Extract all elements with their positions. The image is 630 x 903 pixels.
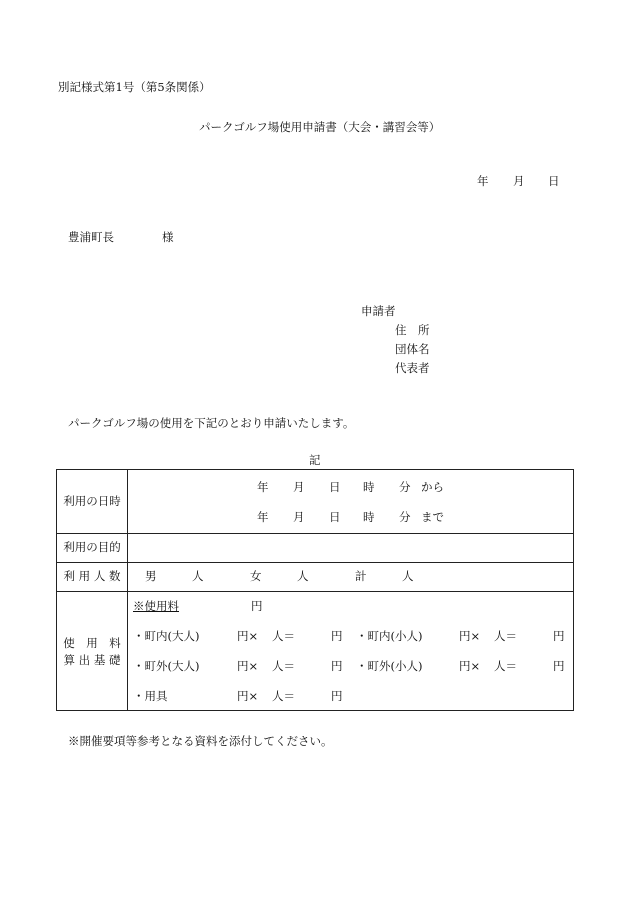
fee-total-line [133, 601, 261, 613]
male-unit: 人 [192, 569, 204, 583]
fee-row-left-yen-times: 円× [237, 629, 259, 643]
male-label: 男 [145, 569, 157, 583]
fee-row-left-yen-times: 円× [237, 659, 259, 673]
fee-row-left-yen-times: 円× [237, 689, 259, 703]
ki-heading: 記 [309, 453, 321, 467]
fee-basis-label-line1: 使 用 料 [63, 635, 121, 650]
start-suffix: から [421, 480, 444, 494]
fee-row-left-yen: 円 [331, 689, 343, 703]
start-hour: 時 [363, 480, 375, 494]
addressee-honorific: 様 [162, 230, 174, 244]
fee-row-left-people-eq: 人＝ [272, 629, 295, 643]
attachment-note: ※開催要項等参考となる資料を添付してください。 [68, 734, 333, 748]
table-row-divider [57, 562, 573, 563]
fee-basis-label-line2: 算 出 基 礎 [63, 652, 121, 667]
fee-row-right-yen-times: 円× [459, 659, 481, 673]
fee-row-right-people-eq: 人＝ [494, 659, 517, 673]
fee-row-right-label: ・町内(小人) [356, 629, 423, 643]
end-suffix: まで [421, 510, 444, 524]
date-month-label: 月 [513, 174, 525, 188]
applicant-organization-label: 団体名 [395, 342, 430, 356]
fee-row-right-people-eq: 人＝ [494, 629, 517, 643]
total-label: 計 [355, 569, 367, 583]
fee-row-left-people-eq: 人＝ [272, 659, 295, 673]
date-year-label: 年 [477, 174, 489, 188]
fee-row-right-yen: 円 [553, 659, 565, 673]
fee-basis-label [57, 591, 127, 712]
end-year: 年 [257, 510, 269, 524]
fee-row-left-label: ・町内(大人) [133, 629, 200, 643]
document-title: パークゴルフ場使用申請書（大会・講習会等） [199, 120, 441, 134]
fee-row-left-people-eq: 人＝ [272, 689, 295, 703]
table-row-divider [57, 591, 573, 592]
form-number: 別記様式第1号（第5条関係） [58, 80, 211, 94]
fee-title: ※使用料 [133, 599, 179, 613]
table-row-divider [57, 533, 573, 534]
addressee-name: 豊浦町長 [68, 230, 114, 244]
total-unit: 人 [402, 569, 414, 583]
people-count-label: 利 用 人 数 [63, 569, 121, 584]
fee-row-left-yen: 円 [331, 659, 343, 673]
start-day: 日 [329, 480, 341, 494]
end-month: 月 [293, 510, 305, 524]
female-label: 女 [250, 569, 262, 583]
application-table [56, 469, 574, 711]
start-minute: 分 [399, 480, 411, 494]
applicant-address-label: 住 所 [395, 323, 430, 337]
start-month: 月 [293, 480, 305, 494]
applicant-representative-label: 代表者 [395, 361, 430, 375]
end-hour: 時 [363, 510, 375, 524]
female-unit: 人 [297, 569, 309, 583]
fee-total-yen: 円 [251, 599, 263, 613]
applicant-heading: 申請者 [361, 304, 396, 318]
datetime-label: 利用の日時 [63, 494, 121, 509]
date-day-label: 日 [548, 174, 560, 188]
end-minute: 分 [399, 510, 411, 524]
fee-row-right-yen: 円 [553, 629, 565, 643]
fee-row-left-label: ・用具 [133, 689, 168, 703]
table-column-divider [127, 470, 128, 710]
purpose-label: 利用の目的 [63, 540, 121, 555]
fee-row-left-label: ・町外(大人) [133, 659, 200, 673]
fee-row-right-yen-times: 円× [459, 629, 481, 643]
fee-row-right-label: ・町外(小人) [356, 659, 423, 673]
request-text: パークゴルフ場の使用を下記のとおり申請いたします。 [68, 416, 355, 430]
end-day: 日 [329, 510, 341, 524]
fee-row-left-yen: 円 [331, 629, 343, 643]
start-year: 年 [257, 480, 269, 494]
